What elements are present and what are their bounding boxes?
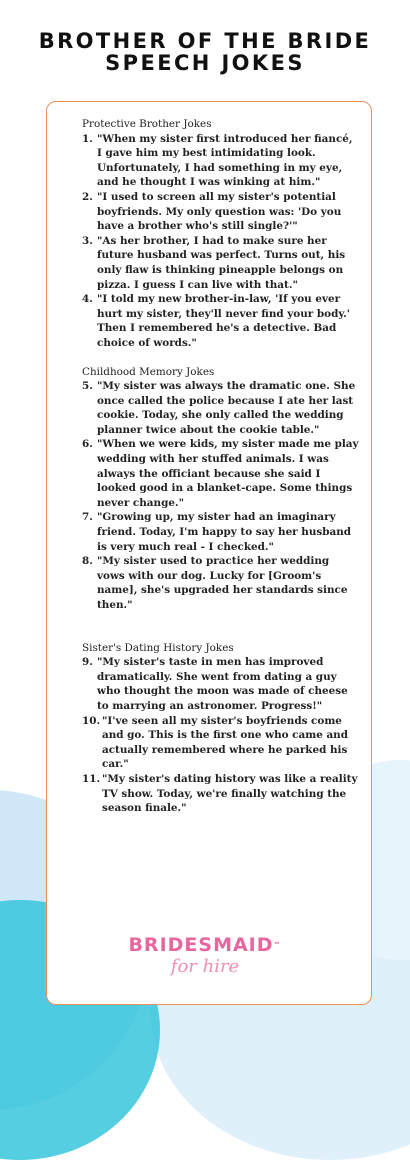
- joke-item: [82, 655, 360, 713]
- joke-text: "I used to screen all my sister's potential boyfriends. My only question was: 'Do you have a brother who's still single?'": [97, 190, 342, 233]
- joke-text: "My sister's dating history was like a reality TV show. Today, we're finally watching the season finale.": [102, 772, 358, 815]
- joke-text: "Growing up, my sister had an imaginary friend. Today, I'm happy to say her husband is very much real - I checked.": [97, 511, 352, 553]
- joke-number: 2.: [82, 190, 93, 203]
- joke-text: "I've seen all my sister's boyfriends come and go. This is the first one who came and actually remembered where he parked his car.": [102, 714, 349, 771]
- joke-item: [82, 132, 360, 190]
- joke-item: [82, 772, 360, 816]
- joke-text: "When my sister first introduced her fiancé, I gave him my best intimidating look. Unfortunately, I had something in my eye, and he thought I was winking at him.": [97, 132, 353, 189]
- joke-text: "As her brother, I had to make sure her future husband was perfect. Turns out, his only flaw is thinking pineapple belongs on pizza. I guess I can live with that.": [97, 234, 346, 291]
- jokes-list: [82, 379, 360, 613]
- joke-number: 3.: [82, 234, 93, 247]
- jokes-list: [82, 655, 360, 816]
- bridesmaid-for-hire-logo: [0, 935, 410, 977]
- joke-number: 10.: [82, 714, 101, 727]
- joke-number: 8.: [82, 555, 93, 568]
- page-title: [0, 30, 410, 74]
- joke-text: "My sister used to practice her wedding vows with our dog. Lucky for [Groom's name], she's upgraded her standards since then.": [97, 555, 348, 611]
- page-title-line-1: BROTHER OF THE BRIDE: [38, 29, 372, 53]
- joke-item: [82, 554, 360, 612]
- trademark-symbol: ™: [273, 941, 282, 949]
- joke-number: 11.: [82, 772, 101, 785]
- jokes-content: [82, 117, 360, 816]
- section-spacer: [82, 613, 360, 641]
- joke-item: [82, 510, 360, 554]
- jokes-list: [82, 132, 360, 351]
- joke-text: "I told my new brother-in-law, 'If you ever hurt my sister, they'll never find your body.' Then I remembered he's a detective. Bad choice of words.": [97, 293, 350, 349]
- page-title-line-2: SPEECH JOKES: [105, 51, 305, 75]
- joke-number: 1.: [82, 132, 93, 145]
- logo-tagline: for hire: [170, 956, 240, 977]
- joke-number: 9.: [82, 656, 93, 669]
- joke-number: 5.: [82, 380, 93, 393]
- section-title: Childhood Memory Jokes: [82, 365, 215, 378]
- joke-item: [82, 379, 360, 437]
- joke-number: 4.: [82, 293, 93, 306]
- joke-item: [82, 234, 360, 292]
- joke-text: "When we were kids, my sister made me play wedding with her stuffed animals. I was always the officiant because she said I looked good in a blanket-cape. Some things never change.": [97, 438, 359, 509]
- section-title: Protective Brother Jokes: [82, 118, 212, 130]
- logo-wordmark: BRIDESMAID: [128, 934, 274, 956]
- joke-item: [82, 714, 360, 772]
- joke-item: [82, 190, 360, 234]
- section-spacer: [82, 351, 360, 365]
- joke-text: "My sister was always the dramatic one. She once called the police because I ate her last cookie. Today, she only called the wedding planner twice about the cookie table.": [97, 380, 356, 436]
- joke-number: 6.: [82, 438, 93, 451]
- joke-text: "My sister's taste in men has improved dramatically. She went from dating a guy who thought the moon was made of cheese to marrying an astronomer. Progress!": [97, 656, 348, 712]
- section-title: Sister's Dating History Jokes: [82, 641, 234, 654]
- joke-item: [82, 437, 360, 510]
- joke-item: [82, 292, 360, 350]
- joke-number: 7.: [82, 511, 93, 524]
